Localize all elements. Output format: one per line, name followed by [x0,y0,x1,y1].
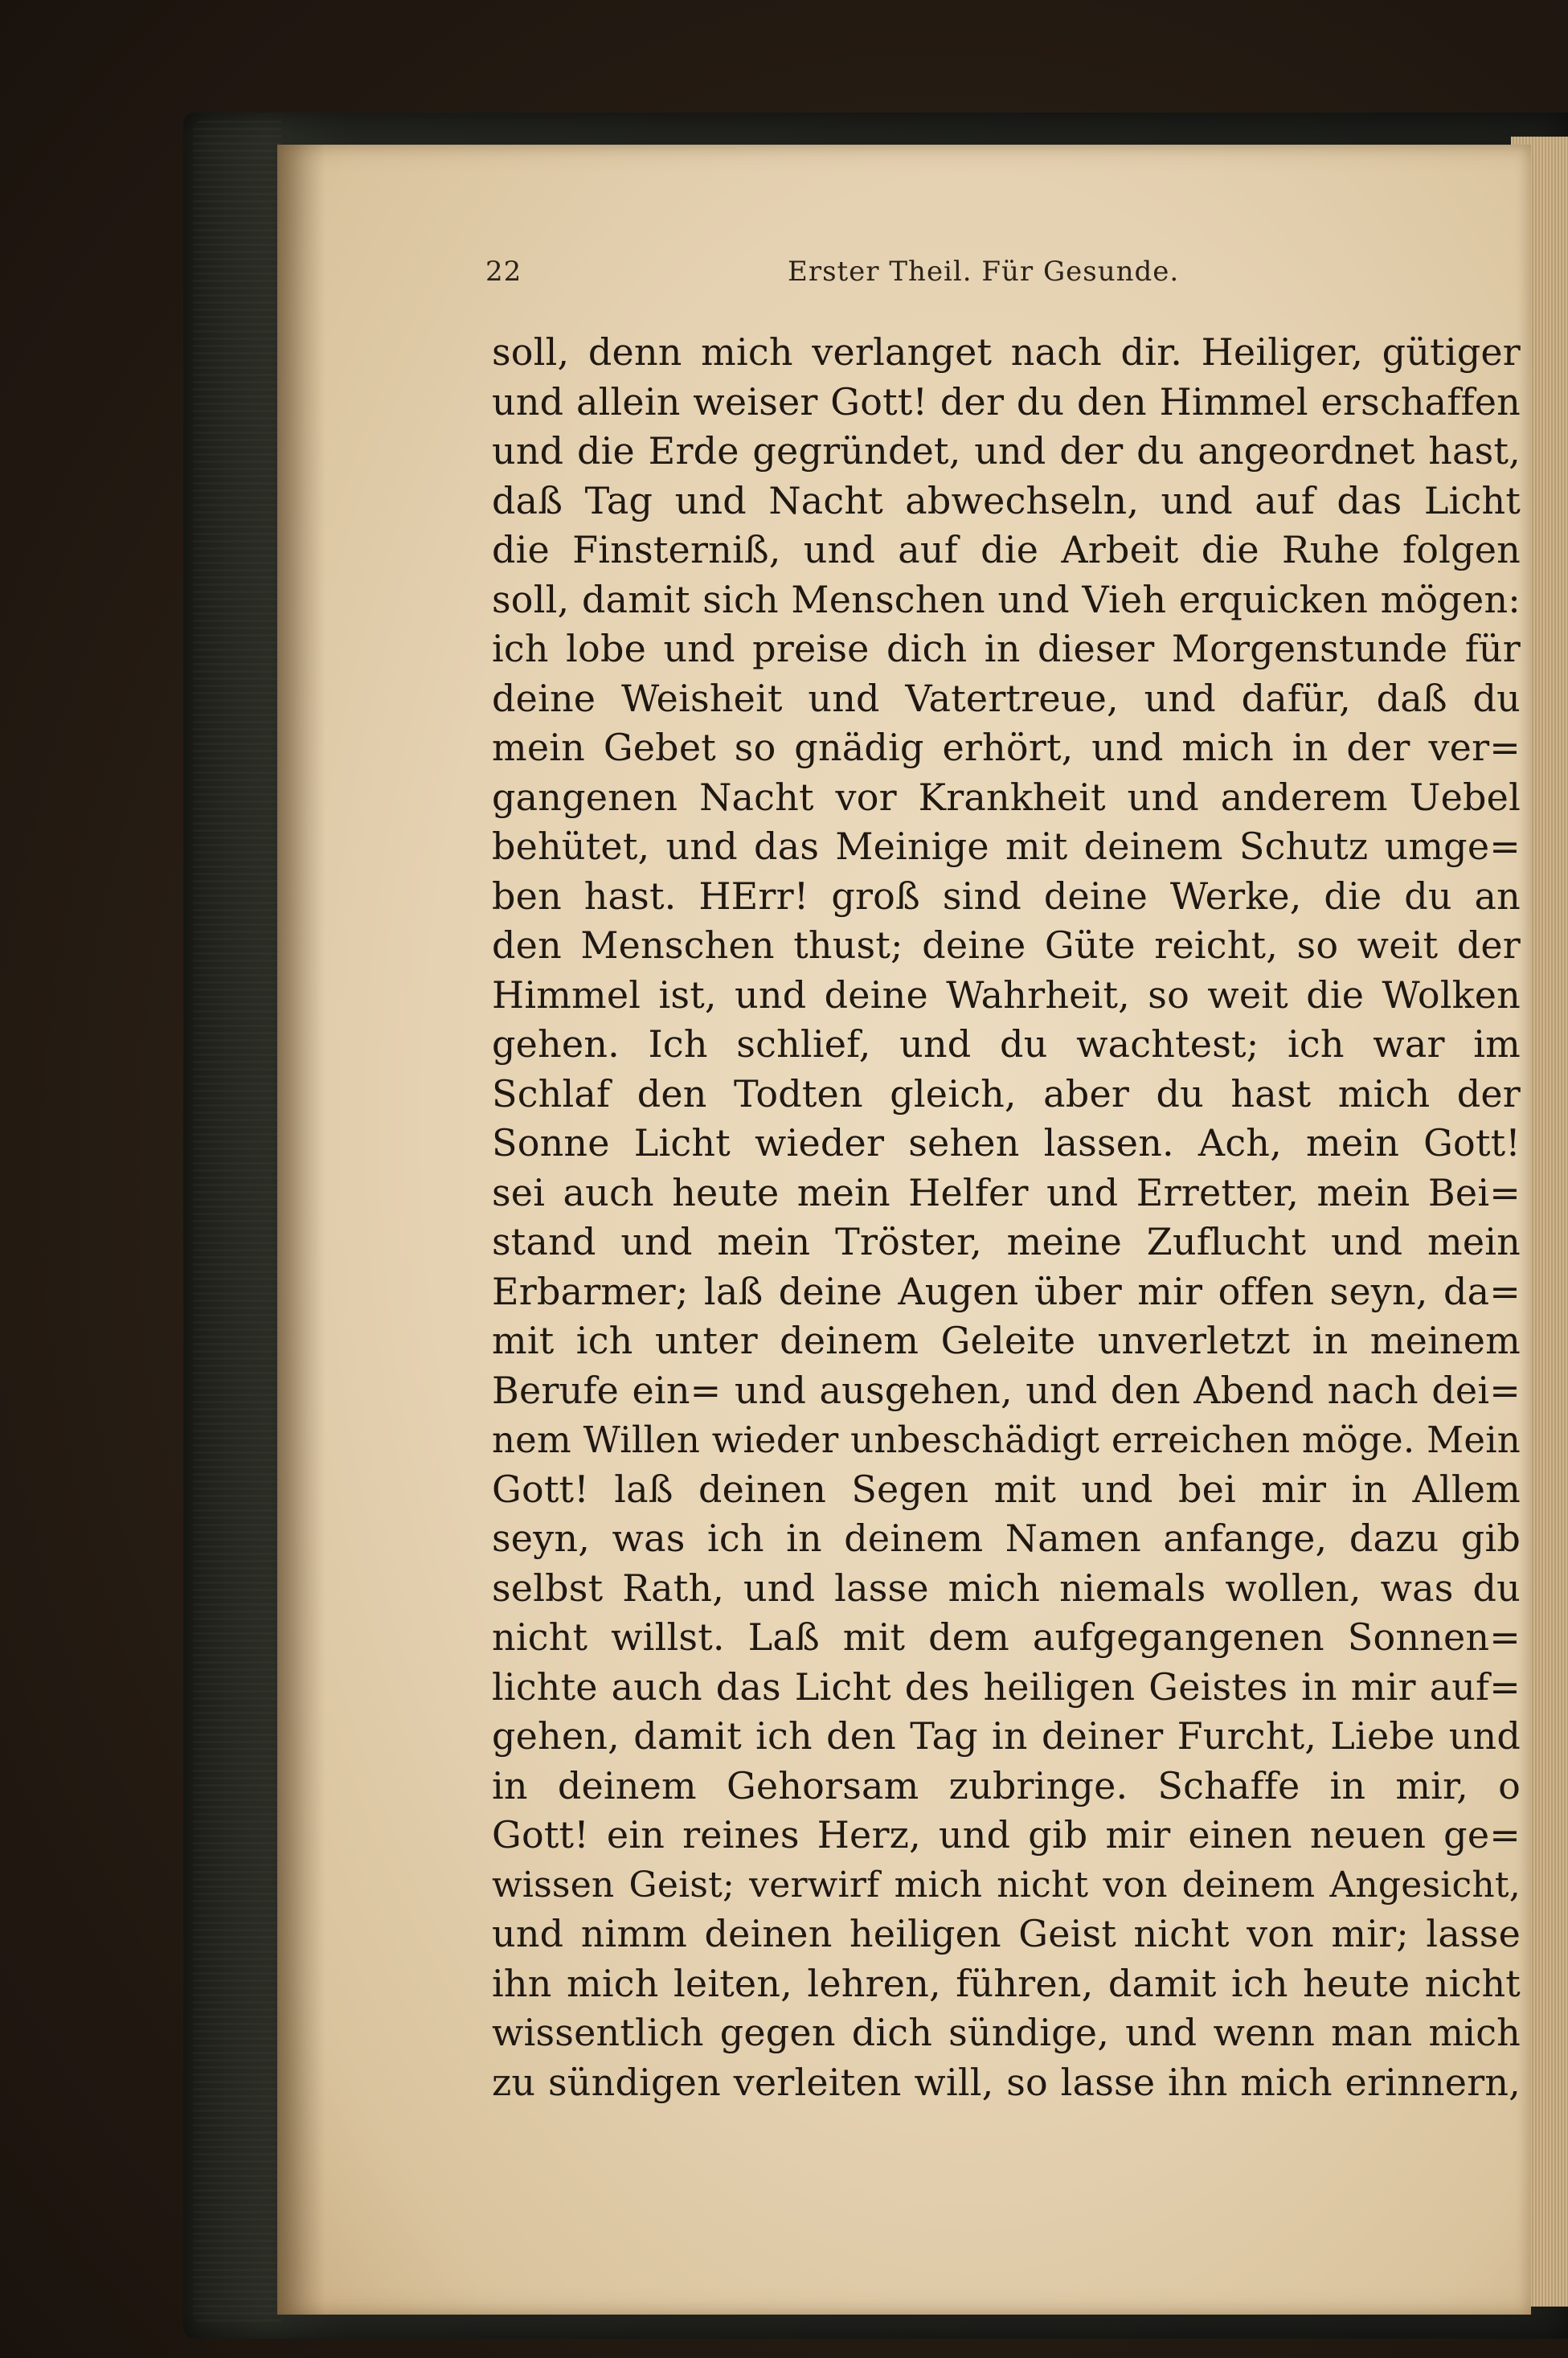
text-line: wissentlich gegen dich sündige, und wenn man mich [492,2011,1521,2054]
text-line: soll, denn mich verlanget nach dir. Heiliger, gütiger [492,330,1521,374]
text-line: Himmel ist, und deine Wahrheit, so weit die Wolken [492,972,1521,1017]
text-line: gehen, damit ich den Tag in deiner Furcht, Liebe und [492,1714,1521,1758]
text-line: mit ich unter deinem Geleite unverletzt in meinem [492,1319,1521,1362]
text-line: ich lobe und preise dich in dieser Morgenstunde für [492,627,1521,670]
text-line: behütet, und das Meinige mit deinem Schutz umge= [492,825,1521,868]
page-gutter [277,145,325,2315]
text-line: sei auch heute mein Helfer und Erretter, mein Bei= [492,1170,1521,1214]
text-line: Berufe ein= und ausgehen, und den Abend nach dei= [492,1368,1521,1412]
text-line: Sonne Licht wieder sehen lassen. Ach, mein Gott! [492,1121,1521,1165]
text-line: den Menschen thust; deine Güte reicht, so weit der [492,923,1521,967]
text-line: und nimm deinen heiligen Geist nicht von mir; lasse [492,1912,1521,1955]
text-line: und die Erde gegründet, und der du angeordnet hast, [492,429,1521,473]
text-line: deine Weisheit und Vatertreue, und dafür, daß du [492,676,1521,720]
text-line: ben hast. HErr! groß sind deine Werke, die du an [492,874,1521,918]
text-line: daß Tag und Nacht abwechseln, und auf das Licht [492,478,1521,522]
text-line: gehen. Ich schlief, und du wachtest; ich war im [492,1022,1521,1066]
text-line: seyn, was ich in deinem Namen anfange, dazu gib [492,1517,1521,1560]
running-head: Erster Theil. Für Gesunde. [788,256,1180,288]
cover-spine-wear [193,121,281,2323]
body-text [492,328,1521,2107]
text-line: und allein weiser Gott! der du den Himmel erschaffen [492,379,1521,424]
text-line: nicht willst. Laß mit dem aufgegangenen Sonnen= [492,1615,1521,1659]
text-line: lichte auch das Licht des heiligen Geistes in mir auf= [492,1664,1521,1709]
text-line: die Finsterniß, und auf die Arbeit die Ruhe folgen [492,528,1521,571]
text-line: ihn mich leiten, lehren, führen, damit ich heute nicht [492,1961,1521,2005]
text-line: stand und mein Tröster, meine Zuflucht und mein [492,1220,1521,1263]
text-line: zu sündigen verleiten will, so lasse ihn mich erinnern, [492,2060,1521,2104]
text-line: selbst Rath, und lasse mich niemals wollen, was du [492,1566,1521,1610]
text-line: Gott! laß deinen Segen mit und bei mir in Allem [492,1467,1521,1511]
text-line: mein Gebet so gnädig erhört, und mich in der ver= [492,726,1521,769]
text-line: in deinem Gehorsam zubringe. Schaffe in mir, o [492,1763,1521,1807]
text-line: Erbarmer; laß deine Augen über mir offen seyn, da= [492,1269,1521,1313]
text-line: wissen Geist; verwirf mich nicht von deinem Angesicht, [492,1864,1521,1906]
text-line: gangenen Nacht vor Krankheit und anderem Uebel [492,775,1521,819]
text-line: nem Willen wieder unbeschädigt erreichen möge. Mein [492,1418,1521,1461]
text-line: soll, damit sich Menschen und Vieh erquicken mögen: [492,577,1521,621]
page-number: 22 [485,256,522,288]
text-line: Schlaf den Todten gleich, aber du hast mich der [492,1071,1521,1116]
text-line: Gott! ein reines Herz, und gib mir einen neuen ge= [492,1813,1521,1857]
